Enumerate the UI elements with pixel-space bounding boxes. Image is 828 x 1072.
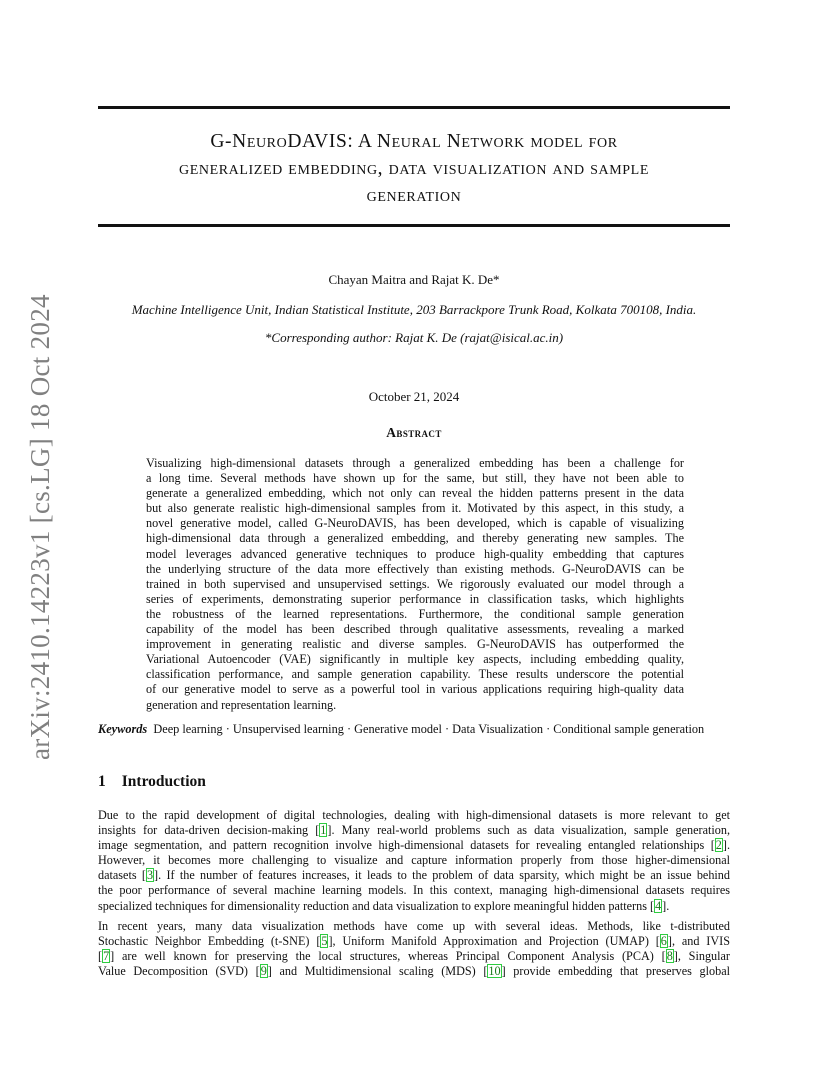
text-line: the poor performance of several machine learning models. In this context, managing high-dimensional datasets requires	[98, 883, 730, 898]
citation-link[interactable]: 10	[488, 964, 501, 979]
text-line: Due to the rapid development of digital technologies, dealing with high-dimensional datasets is more relevant to get	[98, 808, 730, 822]
title-rule-top	[98, 106, 730, 109]
citation-link[interactable]: 7	[103, 949, 110, 964]
citation-link[interactable]: 8	[666, 949, 673, 964]
text-line: improvement in generating realistic and diverse samples. G-NeuroDAVIS has outperformed the	[146, 637, 684, 652]
abstract-body	[146, 456, 684, 713]
text-line: of our generative model to serve as a powerful tool in various applications requiring high-quality data	[146, 682, 684, 697]
title-rule-bottom	[98, 224, 730, 227]
text-line: Variational Autoencoder (VAE) significantly in multiple key aspects, including embedding quality,	[146, 652, 684, 667]
keywords	[98, 722, 730, 737]
section-heading	[98, 773, 206, 791]
intro-paragraph-2	[98, 919, 730, 979]
text-line: generate a generalized embedding, which not only can reveal the hidden patterns present in the data	[146, 486, 684, 501]
text-line: Stochastic Neighbor Embedding (t-SNE) [5], Uniform Manifold Approximation and Projection (UMAP) [6], and IVIS	[98, 934, 730, 949]
text-line: the robustness of the learned representations. Furthermore, the conditional sample generation	[146, 606, 684, 621]
text-line: model leverages advanced generative techniques to produce high-quality embedding that captures	[146, 546, 684, 561]
section-title: Introduction	[121, 773, 206, 790]
text-line: Value Decomposition (SVD) [9] and Multidimensional scaling (MDS) [10] provide embedding that preserves global	[98, 964, 730, 979]
title-line: G-NeuroDAVIS: A Neural Network model for	[210, 131, 618, 152]
text-line: datasets [3]. If the number of features increases, it leads to the problem of data sparsity, which might be an issue behind	[98, 868, 730, 883]
text-line: the underlying structure of the data more effectively than existing methods. G-NeuroDAVIS can be	[146, 561, 684, 576]
text-line: [7] are well known for preserving the local structures, whereas Principal Component Analysis (PCA) [8], Singular	[98, 949, 730, 964]
citation-link[interactable]: 5	[321, 934, 328, 949]
text-line: However, it becomes more challenging to visualize and capture information properly from those higher-dimensional	[98, 853, 730, 868]
text-line: insights for data-driven decision-making [1]. Many real-world problems such as data visualization, sample generation,	[98, 823, 730, 838]
section-number: 1	[98, 773, 106, 790]
text-line: Visualizing high-dimensional datasets through a generalized embedding has been a challenge for	[146, 456, 684, 470]
text-line: trained in both supervised and unsupervised settings. We rigorously evaluated our model through a	[146, 576, 684, 591]
text-line: but also generate realistic high-dimensional samples from it. Motivated by this aspect, in this study, a	[146, 501, 684, 516]
arxiv-identifier-stamp: arXiv:2410.14223v1 [cs.LG] 18 Oct 2024	[25, 294, 55, 760]
citation-link[interactable]: 2	[715, 838, 722, 853]
authors: Chayan Maitra and Rajat K. De*	[328, 272, 500, 287]
text-line: novel generative model, called G-NeuroDAVIS, has been developed, which is capable of visualizing	[146, 516, 684, 531]
text-line: classification performance, and sample generation capability. These results underscore the potential	[146, 667, 684, 682]
keywords-label: Keywords	[98, 722, 148, 736]
text-line: series of experiments, demonstrating superior performance in classification tasks, which highlights	[146, 591, 684, 606]
paper-title	[98, 128, 730, 209]
citation-link[interactable]: 6	[660, 934, 667, 949]
citation-link[interactable]: 1	[320, 823, 327, 838]
text-line: specialized techniques for dimensionality reduction and data visualization to explore meaningful hidden patterns [4].	[98, 898, 670, 913]
intro-paragraph-1	[98, 808, 730, 914]
corresponding-author: *Corresponding author: Rajat K. De (rajat@isical.ac.in)	[264, 330, 564, 345]
text-line: generation and representation learning.	[146, 697, 337, 712]
text-line: a long time. Several methods have shown up for the same, but still, they have not been able to	[146, 471, 684, 486]
citation-link[interactable]: 3	[146, 868, 154, 883]
title-line: generalized embedding, data visualization and sample	[179, 158, 649, 179]
citation-link[interactable]: 9	[260, 964, 267, 979]
citation-link[interactable]: 4	[655, 898, 662, 913]
text-line: capability of the model has been described through qualitative assessments, revealing a marked	[146, 622, 684, 637]
keywords-text: Deep learning · Unsupervised learning · Generative model · Data Visualization · Conditional sample generation	[153, 722, 705, 736]
title-line: generation	[366, 185, 462, 206]
text-line: In recent years, many data visualization methods have come up with several ideas. Methods, like t-distributed	[98, 919, 730, 933]
abstract-heading: Abstract	[386, 425, 442, 440]
text-line: high-dimensional data through a generalized embedding, and thereby generating new samples. The	[146, 531, 684, 546]
date: October 21, 2024	[368, 389, 460, 404]
text-line: image segmentation, and pattern recognition involve high-dimensional datasets for revealing entangled relationships [2].	[98, 838, 730, 853]
affiliation: Machine Intelligence Unit, Indian Statistical Institute, 203 Barrackpore Trunk Road, Kolkata 700108, India.	[131, 302, 697, 317]
